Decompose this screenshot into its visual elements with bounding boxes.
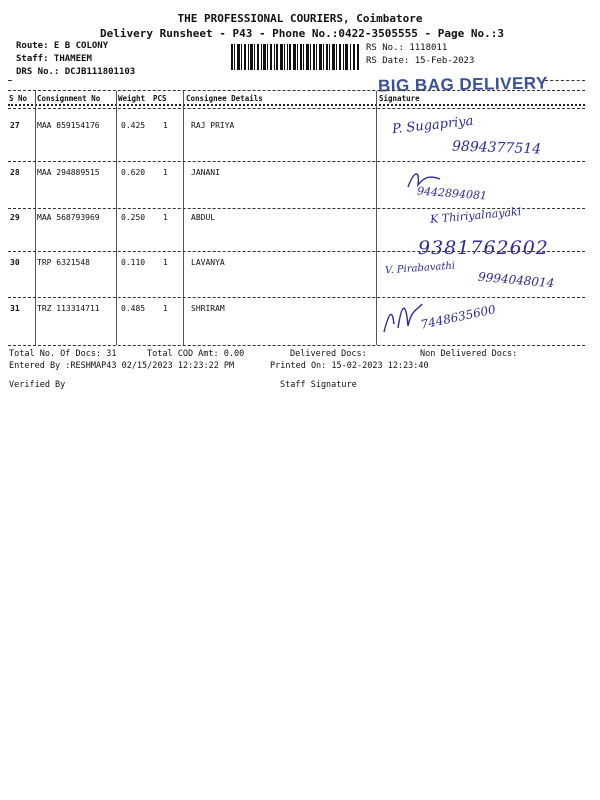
divider xyxy=(545,80,585,81)
column-divider xyxy=(183,91,184,345)
row-sno: 31 xyxy=(10,304,20,313)
divider xyxy=(8,80,12,81)
rs-number: RS No.: 1118011 xyxy=(366,43,448,53)
row-divider xyxy=(8,297,585,298)
row-consignee: SHRIRAM xyxy=(191,304,225,313)
row-sno: 28 xyxy=(10,168,20,177)
row-consignment: MAA 859154176 xyxy=(37,121,100,130)
verified-by: Verified By xyxy=(9,380,66,390)
company-title: THE PROFESSIONAL COURIERS, Coimbatore xyxy=(177,12,423,25)
signature-phone: 7448635600 xyxy=(419,302,497,332)
signature-name: P. Sugapriya xyxy=(391,113,475,138)
column-divider xyxy=(116,91,117,345)
drs-number: DRS No.: DCJB111801103 xyxy=(16,67,136,77)
row-consignee: JANANI xyxy=(191,168,220,177)
signature-phone: 9381762602 xyxy=(418,237,549,259)
row-pcs: 1 xyxy=(163,121,168,130)
staff-signature-label: Staff Signature xyxy=(280,380,357,390)
row-weight: 0.485 xyxy=(121,304,146,313)
header-pcs: PCS xyxy=(153,94,167,103)
row-consignment: TRZ 113314711 xyxy=(37,304,100,313)
column-divider xyxy=(35,91,36,345)
row-sno: 29 xyxy=(10,213,20,222)
barcode-image xyxy=(231,44,359,70)
entered-by: Entered By :RESHMAP43 02/15/2023 12:23:22 PM xyxy=(9,361,235,371)
row-sno: 27 xyxy=(10,121,20,130)
row-weight: 0.620 xyxy=(121,168,146,177)
row-pcs: 1 xyxy=(163,168,168,177)
row-consignee: RAJ PRIYA xyxy=(191,121,235,130)
row-pcs: 1 xyxy=(163,258,168,267)
total-docs: Total No. Of Docs: 31 xyxy=(9,349,117,359)
signature-name: K Thiriyalnayaki xyxy=(429,205,522,226)
row-consignment: MAA 568793969 xyxy=(37,213,100,222)
header-consignee: Consignee Details xyxy=(186,94,263,103)
header-signature: Signature xyxy=(379,94,420,103)
row-weight: 0.250 xyxy=(121,213,146,222)
route-label: Route: E B COLONY xyxy=(16,41,109,51)
row-consignment: TRP 6321548 xyxy=(37,258,90,267)
table-top-divider xyxy=(8,90,585,91)
table-bottom-divider xyxy=(8,345,585,346)
signature-name: V. Pirabavathi xyxy=(384,260,456,277)
signature-phone: 9442894081 xyxy=(416,184,488,203)
header-consignment: Consignment No xyxy=(37,94,101,103)
row-pcs: 1 xyxy=(163,304,168,313)
row-consignee: LAVANYA xyxy=(191,258,225,267)
rs-date: RS Date: 15-Feb-2023 xyxy=(366,56,475,66)
delivered-docs: Delivered Docs: xyxy=(290,349,367,359)
row-consignee: ABDUL xyxy=(191,213,216,222)
signature-phone: 9894377514 xyxy=(451,138,542,158)
row-divider xyxy=(8,161,585,162)
big-bag-delivery-stamp: BIG BAG DELIVERY xyxy=(377,73,548,96)
row-sno: 30 xyxy=(10,258,20,267)
runsheet-subtitle: Delivery Runsheet - P43 - Phone No.:0422-3505555 - Page No.:3 xyxy=(100,27,504,40)
header-sno: S No xyxy=(9,94,28,103)
row-pcs: 1 xyxy=(163,213,168,222)
header-weight: Weight xyxy=(118,94,146,103)
header-divider xyxy=(8,104,585,106)
row-consignment: MAA 294889515 xyxy=(37,168,100,177)
header-divider xyxy=(8,108,585,109)
signature-phone: 9994048014 xyxy=(477,269,555,291)
row-weight: 0.110 xyxy=(121,258,146,267)
total-cod: Total COD Amt: 0.00 xyxy=(147,349,245,359)
printed-on: Printed On: 15-02-2023 12:23:40 xyxy=(270,361,429,371)
staff-label: Staff: THAMEEM xyxy=(16,54,92,64)
non-delivered-docs: Non Delivered Docs: xyxy=(420,349,518,359)
row-weight: 0.425 xyxy=(121,121,146,130)
column-divider xyxy=(376,91,377,345)
